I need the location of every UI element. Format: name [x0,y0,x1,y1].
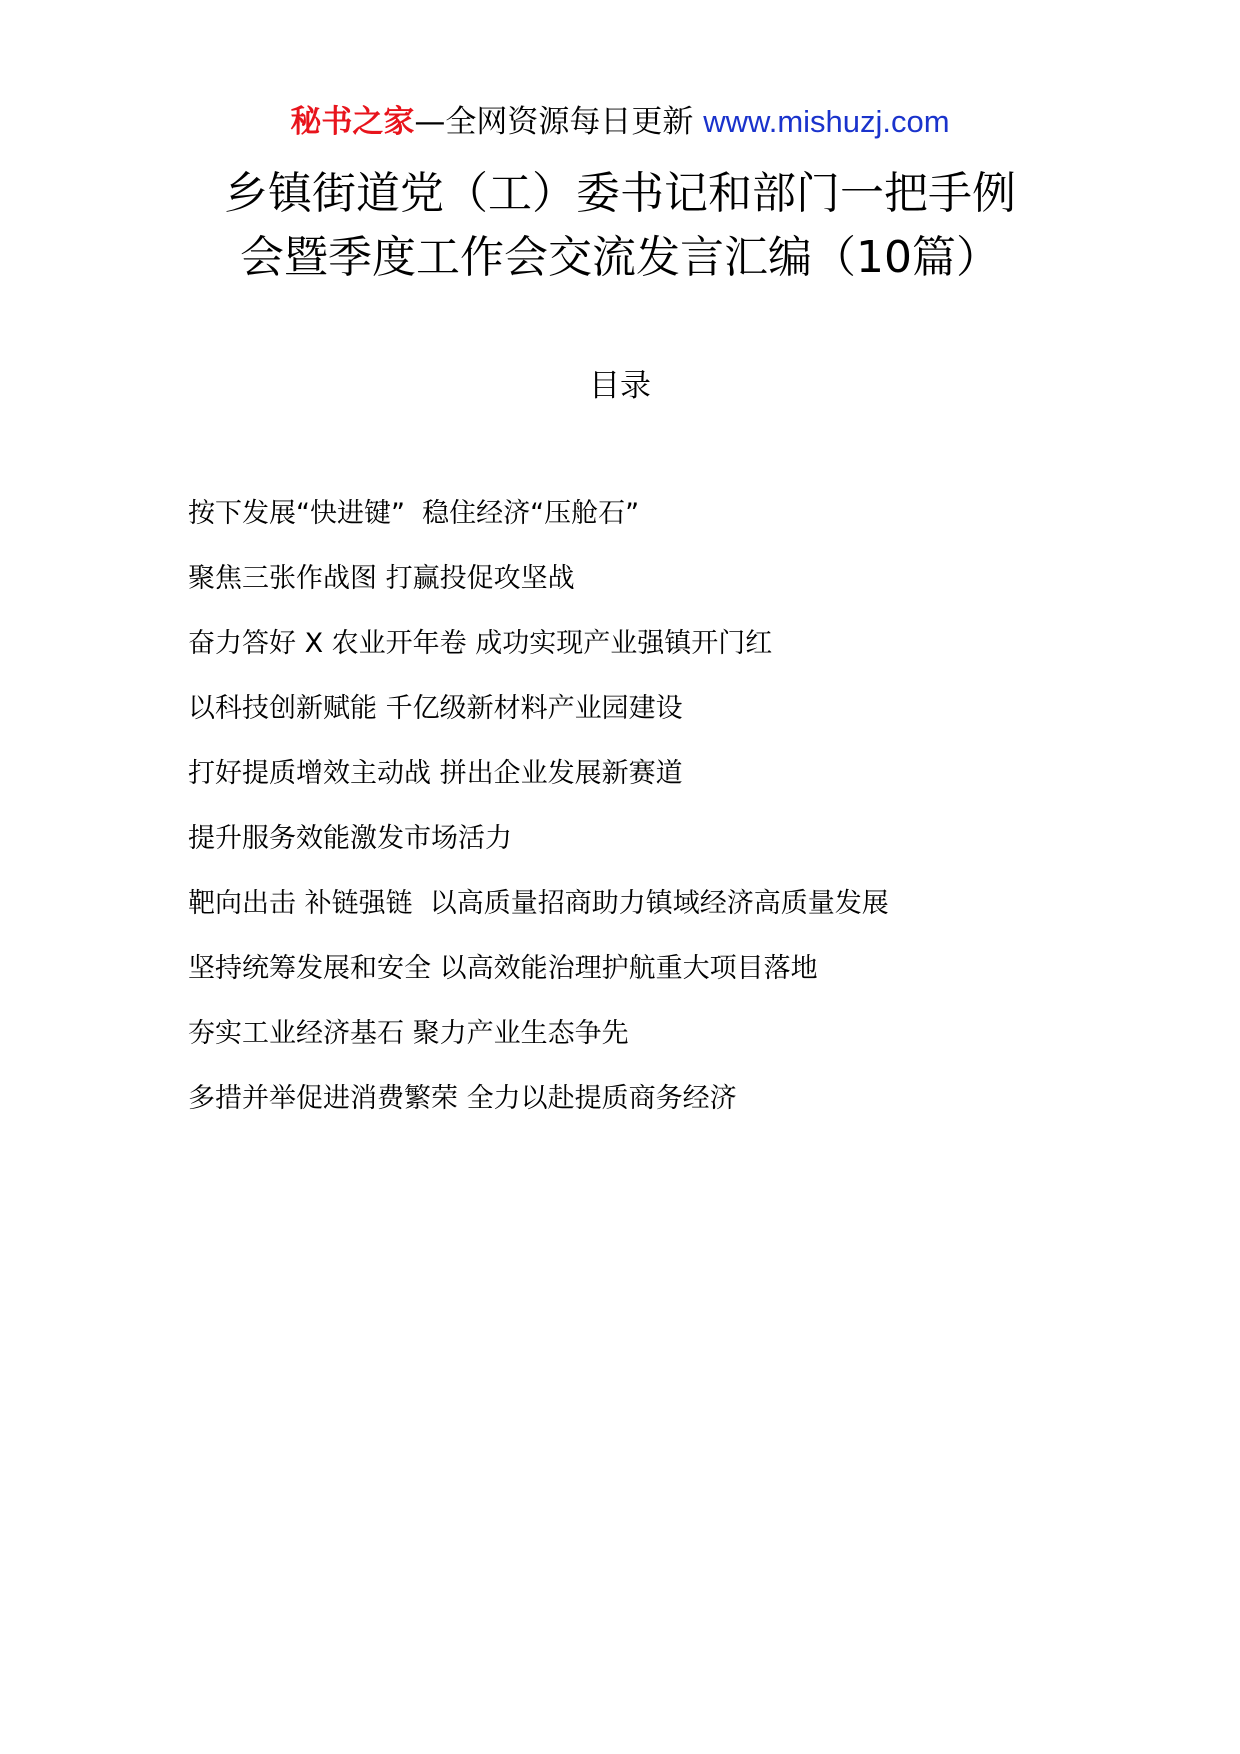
toc-item: 打好提质增效主动战 拼出企业发展新赛道 [188,758,683,789]
site-banner [0,100,1240,144]
brand-name: 秘书之家 [290,104,415,140]
toc-item: 按下发展“快进键” 稳住经济“压舱石” [188,498,640,529]
banner-tagline: —全网资源每日更新 [414,104,694,140]
toc-item: 坚持统筹发展和安全 以高效能治理护航重大项目落地 [188,953,818,984]
toc-item: 夯实工业经济基石 聚力产业生态争先 [188,1018,629,1049]
site-url-link[interactable]: www.mishuzj.com [703,104,950,139]
toc-item: 聚焦三张作战图 打赢投促攻坚战 [188,563,575,594]
document-title [0,162,1240,290]
toc-item: 以科技创新赋能 千亿级新材料产业园建设 [188,693,683,724]
title-line-1: 乡镇街道党（工）委书记和部门一把手例 [224,168,1016,219]
table-of-contents [188,492,1188,1142]
toc-item: 靶向出击 补链强链 以高质量招商助力镇域经济高质量发展 [188,888,889,919]
toc-item: 提升服务效能激发市场活力 [188,823,512,854]
title-line-2: 会暨季度工作会交流发言汇编（10篇） [240,232,1000,283]
toc-heading: 目录 [589,368,651,404]
toc-item: 多措并举促进消费繁荣 全力以赴提质商务经济 [188,1083,737,1114]
toc-item: 奋力答好 X 农业开年卷 成功实现产业强镇开门红 [188,628,773,659]
